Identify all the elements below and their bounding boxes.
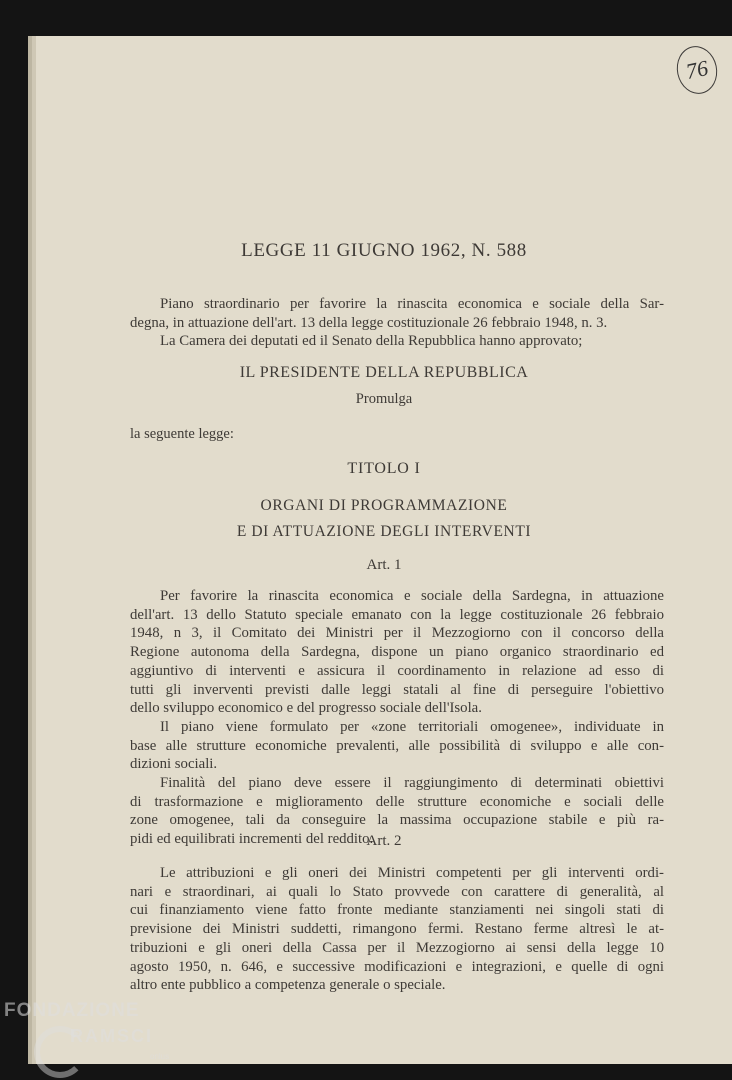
article-2-body: [130, 864, 664, 995]
text-line: nari e straordinari, ai quali lo Stato provvede con carattere di generalità, al: [130, 883, 664, 900]
watermark-line: FONDAZIONE: [4, 1000, 140, 1021]
text-line: 1948, n 3, il Comitato dei Ministri per il Mezzogiorno con il concorso della: [130, 625, 664, 642]
text-line: dizioni sociali.: [130, 756, 218, 773]
text-line: tutti gli inverventi previsti dalle leggi statali al fine di perseguire l'obiettivo: [130, 681, 664, 698]
text-line: Regione autonoma della Sardegna, dispone un piano organico straordinario ed: [130, 644, 664, 661]
text-line: agosto 1950, n. 646, e successive modificazioni e integrazioni, e quelle di ogni: [130, 958, 664, 975]
section-heading-line: E DI ATTUAZIONE DEGLI INTERVENTI: [236, 523, 532, 540]
text-line: dello sviluppo economico e del progresso sociale dell'Isola.: [130, 700, 482, 717]
text-line: di trasformazione e miglioramento delle strutture economiche e sociali delle: [130, 793, 664, 810]
text-line: zone omogenee, tali da conseguire la massima occupazione stabile e più ra-: [130, 812, 664, 829]
article-1-body: [130, 587, 664, 849]
text-line: dell'art. 13 dello Statuto speciale emanato con la legge costituzionale 26 febbraio: [130, 606, 664, 623]
text-line: Le attribuzioni e gli oneri dei Ministri competenti per gli interventi ordi-: [160, 865, 664, 881]
text-line: previsione dei Ministri suddetti, rimangono fermi. Restano ferme altresì le at-: [130, 921, 664, 938]
fondazione-gramsci-watermark: [4, 1000, 194, 1076]
text-line: tribuzioni e gli oneri della Cassa per il Mezzogiorno ai sensi della legge 10: [130, 939, 664, 956]
watermark-line: onlus: [150, 1052, 170, 1061]
section-heading-line: ORGANI DI PROGRAMMAZIONE: [260, 497, 508, 514]
text-line: Piano straordinario per favorire la rinascita economica e sociale della Sar-: [160, 296, 664, 312]
text-line: base alle strutture economiche prevalenti, alle possibilità di sviluppo e alle con-: [130, 737, 664, 754]
text-line: aggiuntivo di interventi e assicura il coordinamento in relazione ad esso di: [130, 662, 664, 679]
article-2-heading: Art. 2: [366, 833, 402, 849]
article-1-heading: Art. 1: [366, 557, 402, 573]
document-page: [36, 36, 732, 1064]
text-line: cui finanziamento viene fatto fronte mediante stanziamenti nei singoli stati di: [130, 902, 664, 919]
text-line: Finalità del piano deve essere il raggiungimento di determinati obiettivi: [160, 775, 664, 792]
president-heading: IL PRESIDENTE DELLA REPUBBLICA: [239, 364, 529, 381]
law-title: LEGGE 11 GIUGNO 1962, N. 588: [241, 240, 527, 261]
page-number-stamp: 76: [672, 42, 721, 97]
text-line: Per favorire la rinascita economica e sociale della Sardegna, in attuazione: [160, 588, 664, 604]
watermark-line: RAMSCI: [70, 1026, 153, 1046]
text-line: La Camera dei deputati ed il Senato della Repubblica hanno approvato;: [160, 333, 583, 350]
seguente-legge-text: la seguente legge:: [130, 426, 234, 442]
text-line: Il piano viene formulato per «zone territoriali omogenee», individuate in: [160, 718, 664, 735]
titolo-heading: TITOLO I: [347, 460, 421, 477]
intro-paragraph: [130, 295, 664, 351]
text-line: pidi ed equilibrati incrementi del reddito.: [130, 831, 374, 848]
promulga-label: Promulga: [355, 391, 413, 407]
text-line: altro ente pubblico a competenza generale o speciale.: [130, 977, 446, 994]
text-line: degna, in attuazione dell'art. 13 della legge costituzionale 26 febbraio 1948, n. 3.: [130, 314, 608, 331]
